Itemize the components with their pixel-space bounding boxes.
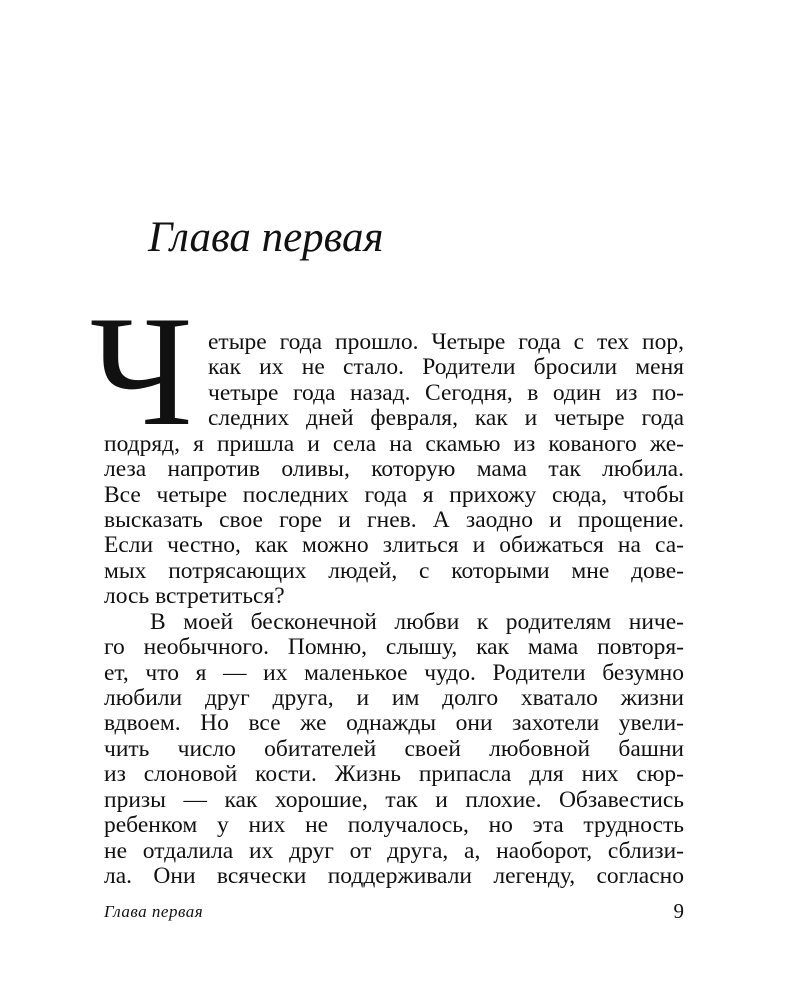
text-line: следних дней февраля, как и четыре года: [208, 405, 684, 432]
text-line: четыре года назад. Сегодня, в один из по-: [208, 379, 684, 406]
text-line: ет, что я — их маленькое чудо. Родители безумно: [104, 659, 684, 686]
text-line: высказать свое горе и гнев. А заодно и прощение.: [104, 507, 684, 533]
text-line: етыре года прошло. Четыре года с тех пор,: [208, 329, 684, 355]
text-line: из слоновой кости. Жизнь припасла для них сюр-: [104, 761, 684, 788]
text-line: любили друг друга, и им долго хватало жизни: [104, 685, 684, 711]
text-line: ребенком у них не получалось, но эта трудность: [104, 812, 684, 839]
chapter-title: Глава первая: [148, 214, 384, 261]
page-number: 9: [673, 899, 684, 923]
footer-running-head: Глава первая: [104, 902, 204, 921]
text-line: подряд, я пришла и села на скамью из кованого же-: [104, 430, 684, 457]
text-line: не отдалила их друг от друга, а, наоборот, сблизи-: [104, 837, 684, 864]
text-line: чить число обитателей своей любовной башни: [104, 735, 684, 762]
text-line: вдвоем. Но все же однажды они захотели увели-: [104, 710, 684, 737]
text-line: мых потрясающих людей, с которыми мне дове-: [104, 557, 684, 584]
text-line: призы — как хорошие, так и плохие. Обзавестись: [104, 786, 684, 813]
text-line: леза напротив оливы, которую мама так любила.: [104, 456, 684, 483]
text-line: В моей бесконечной любви к родителям ниче-: [150, 608, 684, 635]
text-line: Все четыре последних года я прихожу сюда, чтобы: [104, 481, 684, 508]
text-line: ла. Они всячески поддерживали легенду, согласно: [104, 863, 684, 889]
body-text: [90, 0, 684, 1000]
text-line: как их не стало. Родители бросили меня: [208, 354, 684, 381]
text-line: Если честно, как можно злиться и обижаться на са-: [104, 532, 684, 559]
text-line: го необычного. Помню, слышу, как мама повторя-: [104, 634, 684, 661]
drop-cap: Ч: [90, 284, 193, 459]
text-line: лось встретиться?: [104, 583, 285, 610]
